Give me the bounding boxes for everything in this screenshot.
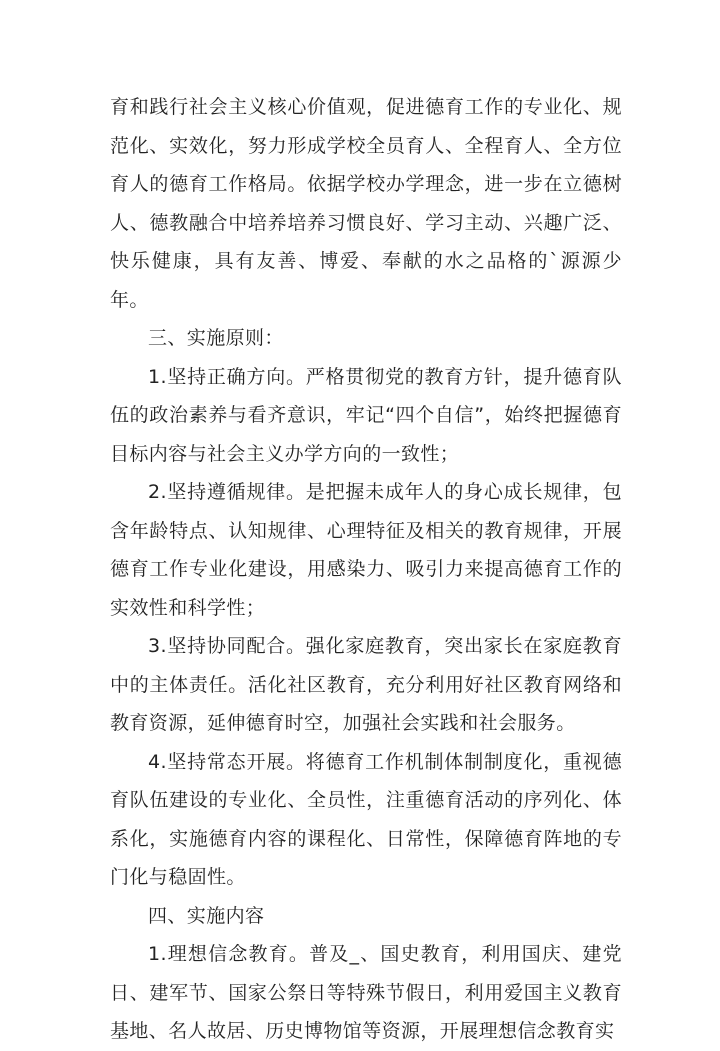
principle-item-3: 3.坚持协同配合。强化家庭教育，突出家长在家庭教育中的主体责任。活化社区教育，充分利用好社区教育网络和教育资源，延伸德育时空，加强社会实践和社会服务。 [110,635,622,734]
paragraph-intro-continued: 育和践行社会主义核心价值观，促进德育工作的专业化、规范化、实效化，努力形成学校全员育人、全程育人、全方位育人的德育工作格局。依据学校办学理念，进一步在立德树人、德教融合中培养培养习惯良好、学习主动、兴趣广泛、快乐健康，具有友善、博爱、奉献的水之品格的`源源少年。 [110,96,622,311]
principle-item-1: 1.坚持正确方向。严格贯彻党的教育方针，提升德育队伍的政治素养与看齐意识，牢记“四个自信”，始终把握德育目标内容与社会主义办学方向的一致性； [110,365,622,465]
section-heading-principles: 三、实施原则： [148,327,284,349]
section-heading-content: 四、实施内容 [148,904,265,927]
principle-item-4: 4.坚持常态开展。将德育工作机制体制制度化，重视德育队伍建设的专业化、全员性，注重德育活动的序列化、体系化，实施德育内容的课程化、日常性，保障德育阵地的专门化与稳固性。 [110,750,622,888]
content-item-1: 1.理想信念教育。普及_、国史教育，利用国庆、建党日、建军节、国家公祭日等特殊节假日，利用爱国主义教育基地、名人故居、历史博物馆等资源，开展理想信念教育实 [110,943,622,1042]
principle-item-2: 2.坚持遵循规律。是把握未成年人的身心成长规律，包含年龄特点、认知规律、心理特征及相关的教育规律，开展德育工作专业化建设，用感染力、吸引力来提高德育工作的实效性和科学性； [110,481,622,619]
document-body [110,88,622,1051]
